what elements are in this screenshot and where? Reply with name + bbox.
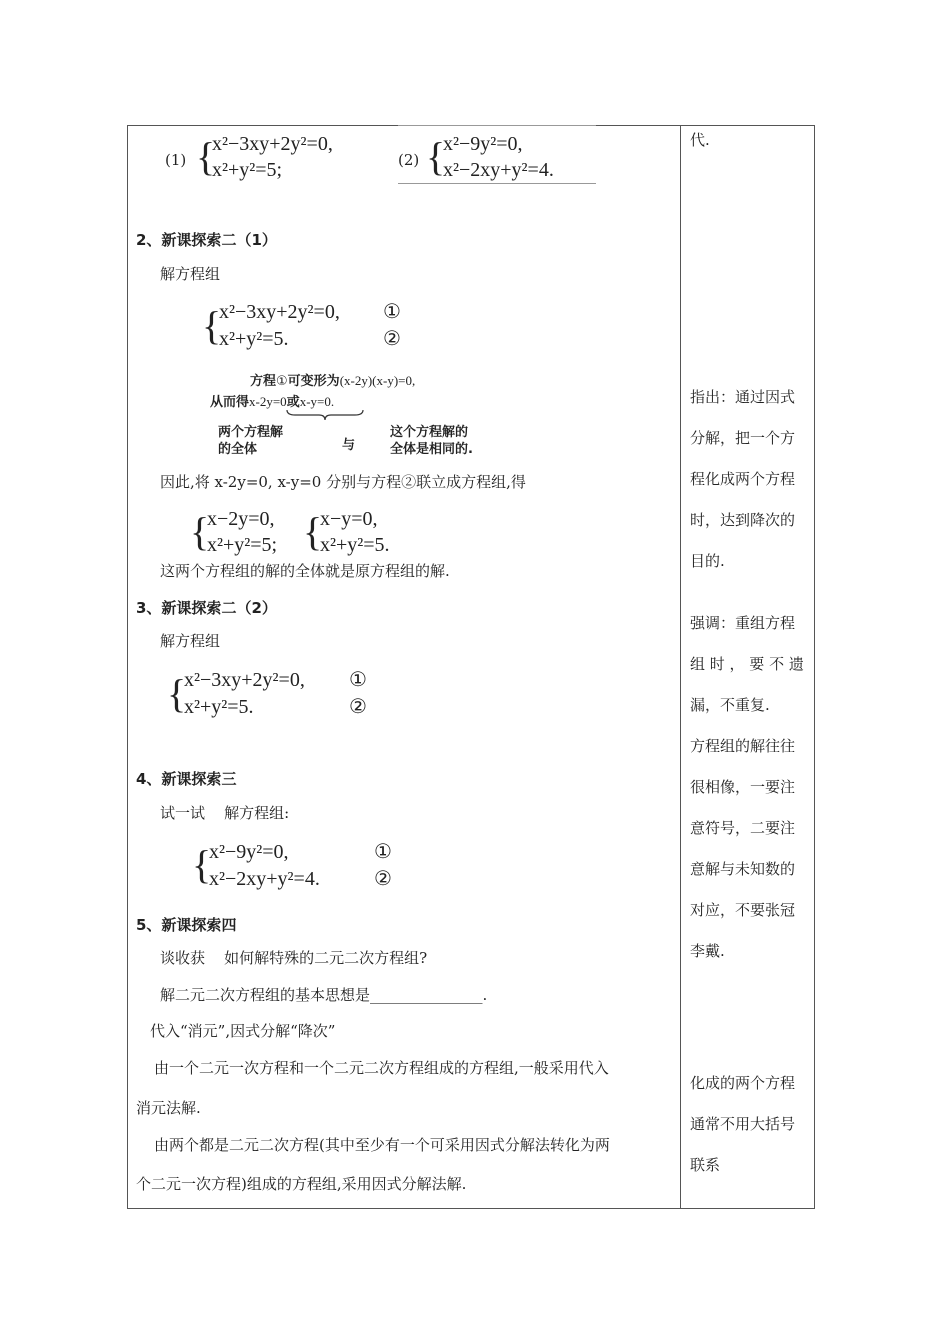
section-5-para1-cont: 消元法解. xyxy=(136,1099,201,1117)
column-divider xyxy=(680,126,681,1208)
underbrace-icon xyxy=(285,408,365,422)
divider-line xyxy=(398,183,596,184)
system-b-line1: x−y=0, xyxy=(320,508,378,530)
callout-text: (x-2y)(x-y)=0, xyxy=(339,373,416,388)
brace: { xyxy=(190,509,210,554)
sidebar-note-1: 指出：通过因式 分解，把一个方 程化成两个方程 时，达到降次的 目的. xyxy=(690,388,796,570)
section-5-para2: 由两个都是二元二次方程(其中至少有一个可采用因式分解法转化为两 xyxy=(154,1136,610,1154)
callout-text: 全体是相同的. xyxy=(390,442,473,457)
example-1-line1: x²−3xy+2y²=0, xyxy=(212,133,333,155)
equation-mark-2: ② xyxy=(349,694,367,718)
section-3-eq-line1: x²−3xy+2y²=0, xyxy=(184,669,305,691)
section-4-eq-line1: x²−9y²=0, xyxy=(209,841,289,863)
factorization-callout xyxy=(210,370,520,462)
section-5-line3: 代入“消元”,因式分解“降次” xyxy=(150,1022,336,1040)
example-1-label: (1) xyxy=(165,151,187,169)
callout-text: x-y=0. xyxy=(299,394,335,409)
section-4-heading: 4、新课探索三 xyxy=(136,770,237,788)
brace: { xyxy=(202,303,222,348)
callout-text: 这个方程解的 xyxy=(390,425,469,440)
callout-text: 两个方程解 xyxy=(218,425,284,440)
brace: { xyxy=(192,842,212,887)
callout-mark: ① xyxy=(276,374,288,389)
section-2-therefore: 因此,将 x-2y=0, x-y=0 分别与方程②联立成方程组,得 xyxy=(160,473,526,491)
divider-line xyxy=(398,125,596,126)
callout-text: 的全体 xyxy=(218,442,258,457)
section-3-heading: 3、新课探索二（2） xyxy=(136,599,277,617)
example-2-label: (2) xyxy=(398,151,420,169)
section-3-eq-line2: x²+y²=5. xyxy=(184,696,254,718)
system-a-line1: x−2y=0, xyxy=(207,508,275,530)
section-2-eq-line2: x²+y²=5. xyxy=(219,328,289,350)
example-2-line1: x²−9y²=0, xyxy=(443,133,523,155)
sidebar-note-3: 化成的两个方程 通常不用大括号 联系 xyxy=(690,1074,796,1174)
equation-mark-2: ② xyxy=(374,866,392,890)
sidebar-note-2: 强调：重组方程 组 时 ， 要 不 遗 漏，不重复. 方程组的解往往 很相像，一要注 意符号，二要注 意解与未知数的 对应，不要张冠 李戴. xyxy=(690,614,804,960)
section-2-eq-line1: x²−3xy+2y²=0, xyxy=(219,301,340,323)
section-5-line1: 谈收获 如何解特殊的二元二次方程组? xyxy=(160,949,428,967)
section-5-line2: 解二元二次方程组的基本思想是_______________. xyxy=(160,986,488,1004)
equation-mark-2: ② xyxy=(383,326,401,350)
callout-text: 从而得 xyxy=(210,395,250,410)
sidebar-note-0: 代. xyxy=(690,131,710,149)
brace: { xyxy=(303,509,323,554)
callout-text: x-2y=0 xyxy=(249,394,287,409)
section-4-intro: 试一试 解方程组: xyxy=(160,804,290,822)
section-2-intro: 解方程组 xyxy=(160,265,221,283)
system-a-line2: x²+y²=5; xyxy=(207,534,278,556)
callout-text: 与 xyxy=(342,438,356,453)
section-5-heading: 5、新课探索四 xyxy=(136,916,237,934)
brace: { xyxy=(196,134,216,179)
section-2-conclusion: 这两个方程组的解的全体就是原方程组的解. xyxy=(160,562,450,580)
equation-mark-1: ① xyxy=(349,667,367,691)
equation-mark-1: ① xyxy=(383,299,401,323)
callout-text: 方程 xyxy=(250,374,277,389)
callout-text: 可变形为 xyxy=(287,374,340,389)
brace: { xyxy=(167,671,187,716)
example-2-line2: x²−2xy+y²=4. xyxy=(443,159,554,181)
brace: { xyxy=(426,134,446,179)
section-5-para2-cont: 个二元一次方程)组成的方程组,采用因式分解法解. xyxy=(136,1175,467,1193)
example-1-line2: x²+y²=5; xyxy=(212,159,283,181)
section-2-heading: 2、新课探索二（1） xyxy=(136,231,277,249)
section-3-intro: 解方程组 xyxy=(160,632,221,650)
callout-text: 或 xyxy=(286,395,300,410)
section-4-eq-line2: x²−2xy+y²=4. xyxy=(209,868,320,890)
equation-mark-1: ① xyxy=(374,839,392,863)
system-b-line2: x²+y²=5. xyxy=(320,534,390,556)
section-5-para1: 由一个二元一次方程和一个二元二次方程组成的方程组,一般采用代入 xyxy=(154,1059,609,1077)
